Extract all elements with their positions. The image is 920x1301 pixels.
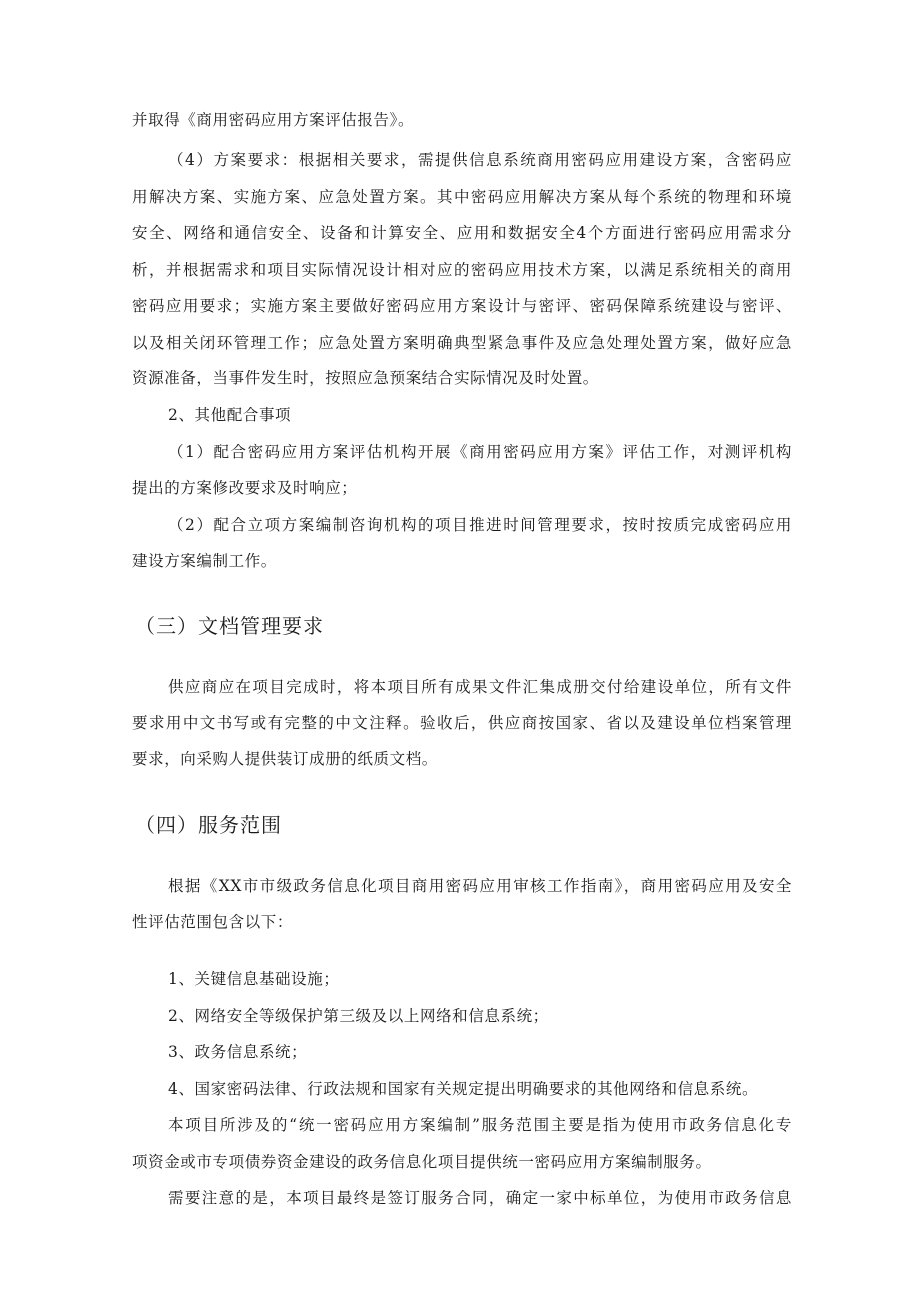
list-item: 3、政务信息系统； (168, 1043, 308, 1061)
paragraph-line: 密码应用要求；实施方案主要做好密码应用方案设计与密评、密码保障系统建设与密评、 (132, 297, 792, 315)
paragraph-line: 要求用中文书写或有完整的中文注释。验收后，供应商按国家、省以及建设单位档案管理 (132, 714, 792, 732)
paragraph-line: （1）配合密码应用方案评估机构开展《商用密码应用方案》评估工作，对测评机构 (168, 443, 792, 461)
paragraph-line: 需要注意的是，本项目最终是签订服务合同，确定一家中标单位，为使用市政务信息 (168, 1189, 792, 1207)
paragraph-line: 本项目所涉及的“统一密码应用方案编制”服务范围主要是指为使用市政务信息化专 (168, 1116, 792, 1134)
paragraph-line: 用解决方案、实施方案、应急处置方案。其中密码应用解决方案从每个系统的物理和环境 (132, 188, 792, 206)
paragraph-line: 提出的方案修改要求及时响应； (132, 479, 358, 497)
section-heading: （四）服务范围 (135, 813, 282, 837)
subsection-title: 2、其他配合事项 (168, 406, 292, 424)
list-item: 4、国家密码法律、行政法规和国家有关规定提出明确要求的其他网络和信息系统。 (168, 1080, 759, 1098)
paragraph-line: 以及相关闭环管理工作；应急处置方案明确典型紧急事件及应急处理处置方案，做好应急 (132, 334, 792, 352)
paragraph-line: （4）方案要求：根据相关要求，需提供信息系统商用密码应用建设方案，含密码应 (168, 151, 792, 169)
paragraph-line: 析，并根据需求和项目实际情况设计相对应的密码应用技术方案，以满足系统相关的商用 (132, 261, 792, 279)
paragraph-line: 建设方案编制工作。 (132, 552, 277, 570)
section-heading: （三）文档管理要求 (135, 614, 324, 638)
paragraph-line: 安全、网络和通信安全、设备和计算安全、应用和数据安全4个方面进行密码应用需求分 (132, 224, 792, 242)
paragraph-line: 项资金或市专项债券资金建设的政务信息化项目提供统一密码应用方案编制服务。 (132, 1153, 712, 1171)
paragraph-line: 并取得《商用密码应用方案评估报告》。 (132, 111, 415, 129)
paragraph-line: 供应商应在项目完成时，将本项目所有成果文件汇集成册交付给建设单位，所有文件 (168, 678, 792, 696)
paragraph-line: 要求，向采购人提供装订成册的纸质文档。 (132, 750, 438, 768)
paragraph-line: 根据《XX市市级政务信息化项目商用密码应用审核工作指南》，商用密码应用及安全 (168, 877, 792, 895)
paragraph-line: 性评估范围包含以下： (132, 913, 294, 931)
list-item: 2、网络安全等级保护第三级及以上网络和信息系统； (168, 1007, 549, 1025)
paragraph-line: 资源准备，当事件发生时，按照应急预案结合实际情况及时处置。 (132, 369, 599, 387)
list-item: 1、关键信息基础设施； (168, 970, 340, 988)
paragraph-line: （2）配合立项方案编制咨询机构的项目推进时间管理要求，按时按质完成密码应用 (168, 516, 792, 534)
